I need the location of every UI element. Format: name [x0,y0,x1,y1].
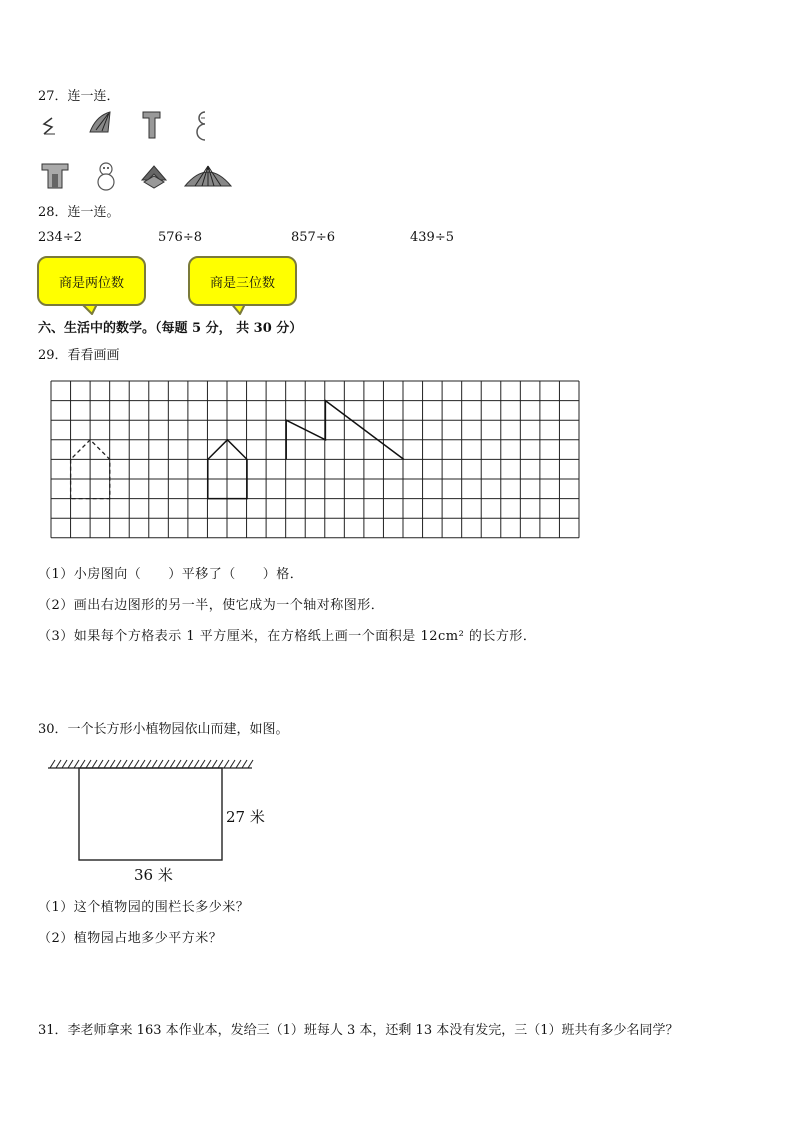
q29-sub1: （1）小房图向（ ）平移了（ ）格． [38,567,304,582]
wall-hatch [188,760,193,768]
garden-width-label: 36 米 [134,866,173,884]
wall-hatch [50,760,55,768]
wall-hatch [212,760,217,768]
q30-title: 30．一个长方形小植物园依山而建，如图。 [38,722,289,737]
wall-hatch [128,760,133,768]
q29-sub2: （2）画出右边图形的另一半，使它成为一个轴对称图形． [38,598,385,613]
wall-hatch [152,760,157,768]
wall-hatch [230,760,235,768]
wall-hatch [146,760,151,768]
wall-hatch [104,760,109,768]
wall-hatch [236,760,241,768]
wall-hatch [206,760,211,768]
q30-sub1: （1）这个植物园的围栏长多少米？ [38,900,250,915]
q28-expression-1: 234÷2 [38,230,82,245]
wall-hatch [182,760,187,768]
wall-hatch [116,760,121,768]
wall-hatch [56,760,61,768]
grid-paper[interactable] [51,381,579,539]
bubble-two-digit-label: 商是两位数 [58,275,124,291]
wall-hatch [170,760,175,768]
q30-sub2: （2）植物园占地多少平方米？ [38,931,223,946]
q28-expression-3: 857÷6 [291,230,335,245]
wall-hatch [74,760,79,768]
q27-title: 27．连一连． [38,89,120,104]
wall-hatch [218,760,223,768]
half-symmetric-figure [286,401,404,460]
wall-hatch [164,760,169,768]
bubble-tail-covers [0,0,794,320]
wall-hatch [194,760,199,768]
wall-hatch [158,760,163,768]
wall-hatch [98,760,103,768]
wall-hatch [176,760,181,768]
q28-expression-4: 439÷5 [410,230,454,245]
wall-hatch [80,760,85,768]
section-6-title: 六、生活中的数学。（每题 5 分， 共 30 分） [38,321,303,336]
garden-height-label: 27 米 [226,808,265,826]
garden-rectangle [79,768,222,860]
wall-hatch [248,760,253,768]
wall-hatch [122,760,127,768]
q29-sub3: （3）如果每个方格表示 1 平方厘米，在方格纸上画一个面积是 12cm² 的长方形． [38,629,537,644]
wall-hatch [86,760,91,768]
q28-title: 28．连一连。 [38,205,120,220]
wall-hatch [140,760,145,768]
wall-hatch [110,760,115,768]
q29-title: 29．看看画画 [38,348,120,363]
wall-hatch [134,760,139,768]
wall-hatch [62,760,67,768]
wall-hatch [200,760,205,768]
q28-expression-2: 576÷8 [158,230,202,245]
bubble-three-digit-label: 商是三位数 [209,275,275,291]
wall-hatch [68,760,73,768]
wall-hatch [224,760,229,768]
wall-hatch [242,760,247,768]
wall-hatch [92,760,97,768]
q31-title: 31．李老师拿来 163 本作业本，发给三（1）班每人 3 本，还剩 13 本没有发完，三（1）班共有多少名同学？ [38,1023,679,1038]
